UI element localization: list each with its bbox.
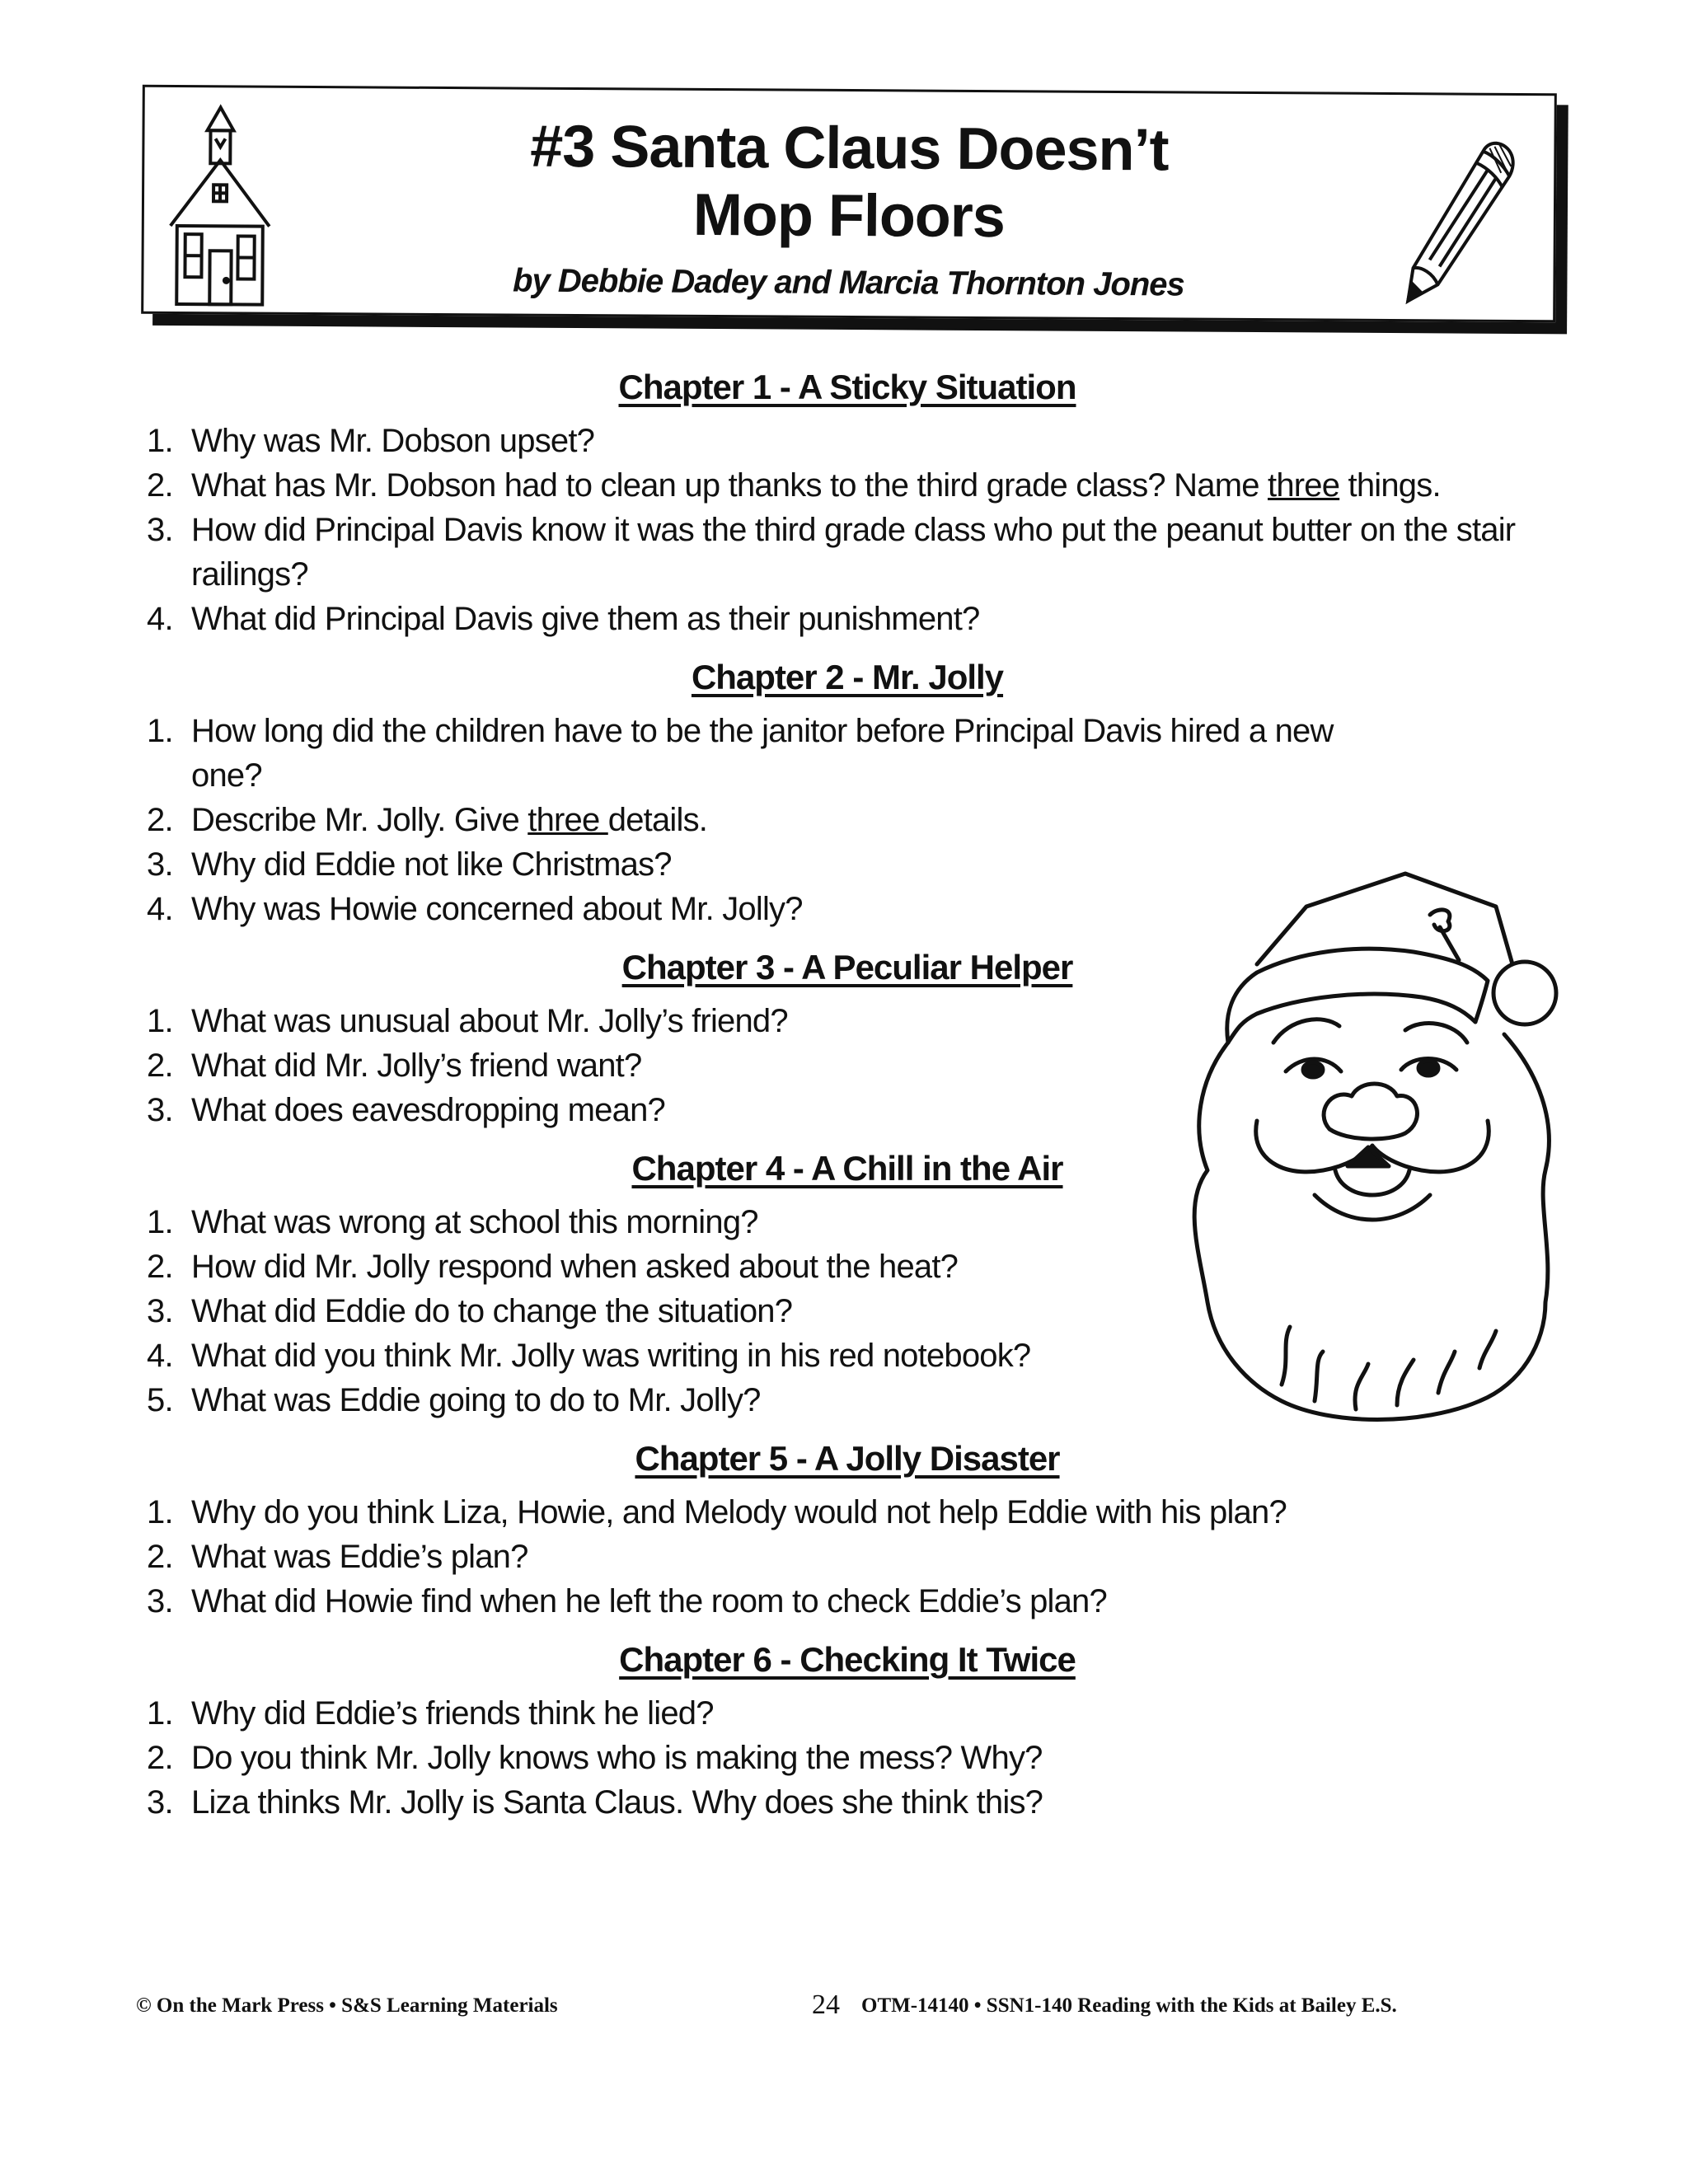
question-text: How did Principal Davis know it was the third grade class who put the peanut butter on the stair railings? [191, 512, 1516, 593]
question-item [147, 508, 1548, 597]
page-number: 24 [812, 1990, 840, 2020]
question-number: 3. [147, 1784, 173, 1821]
question-item [147, 1579, 1548, 1624]
question-text: What did Howie find when he left the room to check Eddie’s plan? [191, 1583, 1107, 1619]
emphasis-underlined: three [528, 802, 608, 838]
question-number: 2. [147, 1249, 173, 1285]
question-text: Describe Mr. Jolly. Give [191, 802, 528, 838]
question-text: What was Eddie’s plan? [191, 1539, 528, 1575]
worksheet-title [144, 110, 1554, 254]
chapter-6 [147, 1635, 1548, 1825]
question-number: 2. [147, 1539, 173, 1575]
question-number: 5. [147, 1382, 173, 1418]
question-item [147, 1490, 1548, 1535]
question-text: What has Mr. Dobson had to clean up thanks to the third grade class? Name [191, 467, 1268, 504]
chapter-heading: Chapter 6 - Checking It Twice [619, 1640, 1076, 1679]
chapter-heading: Chapter 4 - A Chill in the Air [631, 1149, 1063, 1188]
copyright-text: © On the Mark Press • S&S Learning Materials [136, 1994, 558, 2017]
chapter-5 [147, 1434, 1548, 1624]
question-item [147, 463, 1548, 508]
question-number: 2. [147, 467, 173, 504]
question-text: What does eavesdropping mean? [191, 1092, 665, 1128]
santa-face-icon [1150, 857, 1595, 1434]
question-text: Why was Howie concerned about Mr. Jolly? [191, 891, 803, 927]
question-item [147, 1691, 1548, 1736]
question-text: What was wrong at school this morning? [191, 1204, 758, 1240]
chapter-heading: Chapter 1 - A Sticky Situation [618, 368, 1076, 406]
title-banner [141, 85, 1557, 322]
question-item [147, 1736, 1548, 1780]
question-text: What was unusual about Mr. Jolly’s friend? [191, 1003, 788, 1039]
question-text: Do you think Mr. Jolly knows who is making the mess? Why? [191, 1740, 1043, 1776]
question-number: 1. [147, 713, 173, 749]
question-item [147, 419, 1548, 463]
emphasis-underlined: three [1268, 467, 1340, 504]
publication-info: OTM-14140 • SSN1-140 Reading with the Kids at Bailey E.S. [861, 1994, 1397, 2017]
question-number: 2. [147, 1740, 173, 1776]
question-item [147, 597, 1548, 641]
chapter-1 [147, 363, 1548, 641]
question-item [147, 798, 1400, 842]
question-number: 3. [147, 846, 173, 883]
question-number: 1. [147, 1695, 173, 1732]
question-item [147, 709, 1400, 798]
question-text: Liza thinks Mr. Jolly is Santa Claus. Why does she think this? [191, 1784, 1043, 1821]
question-number: 1. [147, 1204, 173, 1240]
question-text: What did Principal Davis give them as their punishment? [191, 601, 980, 637]
question-text: What was Eddie going to do to Mr. Jolly? [191, 1382, 761, 1418]
question-number: 2. [147, 802, 173, 838]
question-list [147, 419, 1548, 641]
chapter-heading: Chapter 5 - A Jolly Disaster [635, 1439, 1060, 1478]
question-number: 4. [147, 891, 173, 927]
question-item [147, 1780, 1548, 1825]
author-byline: by Debbie Dadey and Marcia Thornton Jones [512, 262, 1184, 303]
question-text: What did Mr. Jolly’s friend want? [191, 1047, 642, 1084]
question-number: 1. [147, 1494, 173, 1530]
question-text: things. [1339, 467, 1441, 504]
question-number: 3. [147, 1092, 173, 1128]
question-text: How did Mr. Jolly respond when asked about the heat? [191, 1249, 959, 1285]
question-text: What did Eddie do to change the situation? [191, 1293, 793, 1329]
chapter-heading: Chapter 3 - A Peculiar Helper [621, 948, 1073, 987]
question-number: 2. [147, 1047, 173, 1084]
question-text: details. [607, 802, 708, 838]
question-number: 3. [147, 512, 173, 548]
question-list [147, 1490, 1548, 1624]
question-text: How long did the children have to be the janitor before Principal Davis hired a new one? [191, 713, 1334, 794]
question-number: 3. [147, 1583, 173, 1619]
question-number: 4. [147, 1338, 173, 1374]
question-number: 1. [147, 423, 173, 459]
question-text: Why did Eddie’s friends think he lied? [191, 1695, 714, 1732]
question-number: 4. [147, 601, 173, 637]
question-number: 3. [147, 1293, 173, 1329]
question-text: Why do you think Liza, Howie, and Melody would not help Eddie with his plan? [191, 1494, 1287, 1530]
chapter-heading: Chapter 2 - Mr. Jolly [691, 658, 1004, 696]
question-text: Why did Eddie not like Christmas? [191, 846, 672, 883]
question-text: Why was Mr. Dobson upset? [191, 423, 595, 459]
question-number: 1. [147, 1003, 173, 1039]
question-text: What did you think Mr. Jolly was writing in his red notebook? [191, 1338, 1031, 1374]
question-item [147, 1535, 1548, 1579]
title-line-2: Mop Floors [692, 181, 1006, 251]
pencil-icon [1396, 136, 1521, 310]
title-line-1: #3 Santa Claus Doesn’t [530, 113, 1169, 184]
question-list [147, 1691, 1548, 1825]
